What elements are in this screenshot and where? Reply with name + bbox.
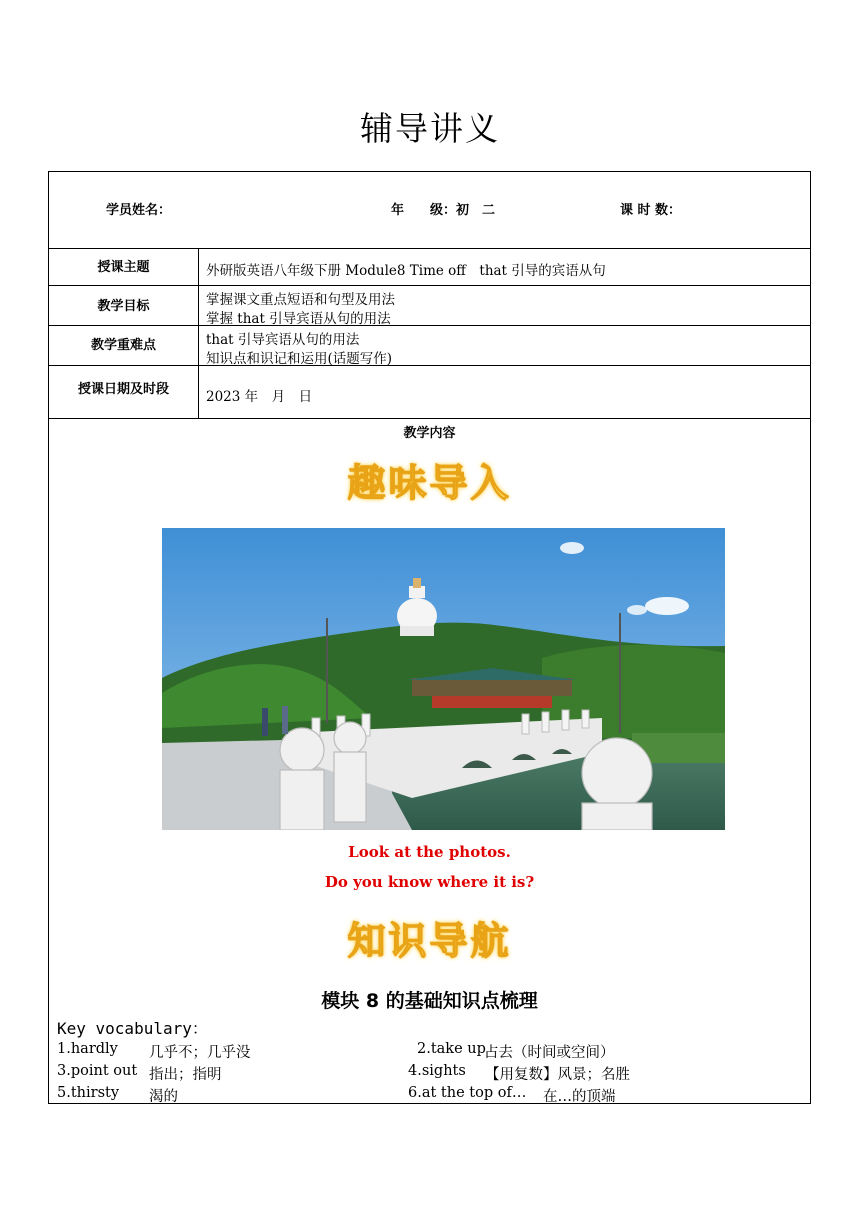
topic-label: 授课主题: [97, 260, 150, 275]
goals-label: 教学目标: [97, 299, 150, 314]
row-divider: [49, 418, 810, 419]
date-label: 授课日期及时段: [77, 382, 169, 397]
beihai-park-photo: [162, 528, 725, 830]
vocab-meaning: 几乎不；几乎没: [149, 1045, 251, 1061]
document-title: 辅导讲义: [360, 109, 500, 148]
vocab-term: 5.thirsty: [57, 1085, 120, 1101]
photo-illustration: [162, 528, 725, 830]
key-points-line-1: that 引导宾语从句的用法: [206, 332, 360, 348]
vocab-meaning: 渴的: [149, 1089, 178, 1105]
topic-value: 外研版英语八年级下册 Module8 Time off that 引导的宾语从句: [206, 263, 606, 279]
hours-label: 课 时 数：: [620, 203, 682, 218]
module-title: 模块 8 的基础知识点梳理: [321, 990, 538, 1012]
vocab-term: 2.take up: [417, 1041, 486, 1057]
column-divider: [198, 248, 199, 418]
vocab-term: 6.at the top of…: [408, 1085, 527, 1101]
prompt-look-at-photos: Look at the photos.: [348, 843, 511, 861]
grade-label: 年 级：初 二: [391, 203, 496, 218]
row-divider: [49, 325, 810, 326]
vocab-meaning: 指出；指明: [149, 1067, 222, 1083]
vocab-meaning: 占去（时间或空间）: [484, 1045, 615, 1061]
student-name-label: 学员姓名：: [106, 203, 172, 218]
prompt-where-is-it: Do you know where it is?: [324, 873, 535, 891]
content-section-label: 教学内容: [403, 426, 456, 441]
vocab-label: Key vocabulary：: [57, 1019, 208, 1038]
lesson-table: [48, 171, 811, 1104]
vocab-meaning: 在…的顶端: [543, 1089, 616, 1105]
knowledge-nav-heading: 知识导航: [347, 919, 512, 963]
key-points-label: 教学重难点: [90, 338, 156, 353]
row-divider: [49, 285, 810, 286]
key-points-line-2: 知识点和识记和运用(话题写作): [206, 351, 393, 367]
row-divider: [49, 248, 810, 249]
goals-line-2: 掌握 that 引导宾语从句的用法: [206, 311, 391, 327]
vocab-term: 3.point out: [57, 1063, 138, 1079]
vocab-term: 4.sights: [408, 1063, 466, 1079]
date-value: 2023 年 月 日: [206, 389, 313, 405]
fun-intro-heading: 趣味导入: [347, 461, 512, 505]
goals-line-1: 掌握课文重点短语和句型及用法: [206, 292, 395, 308]
row-divider: [49, 365, 810, 366]
vocab-term: 1.hardly: [57, 1041, 118, 1057]
vocab-meaning: 【用复数】风景；名胜: [485, 1067, 630, 1083]
